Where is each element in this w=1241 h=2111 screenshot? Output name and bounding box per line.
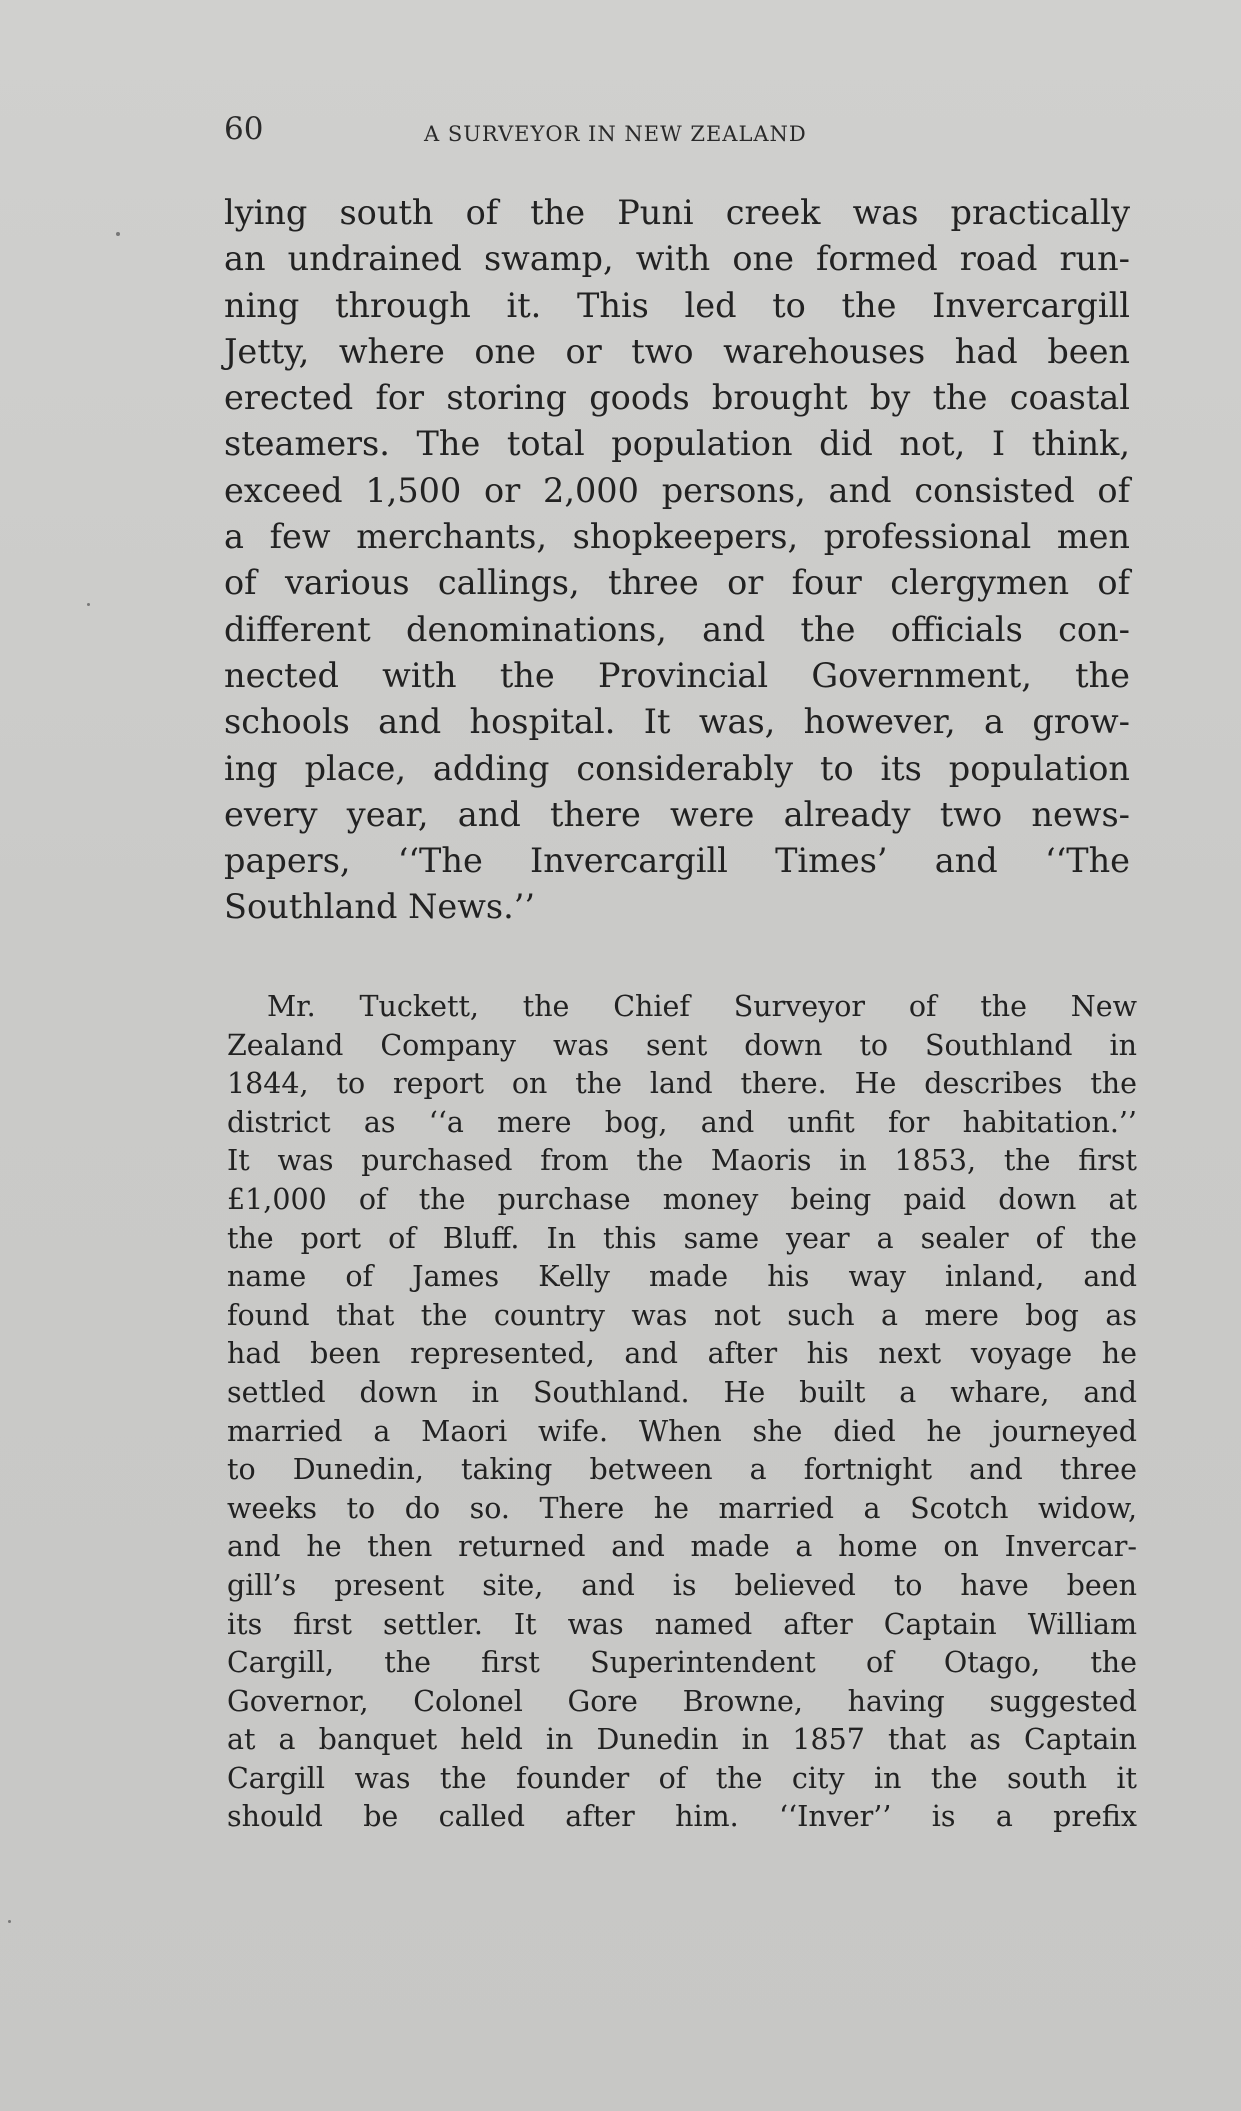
footnote-line: found that the country was not such a mere bog as [227, 1298, 1137, 1332]
footnote-line: settled down in Southland. He built a whare, and [227, 1375, 1137, 1409]
footnote-line: married a Maori wife. When she died he journeyed [227, 1414, 1137, 1448]
main-text-line: lying south of the Puni creek was practically [224, 193, 1130, 232]
footnote-line: It was purchased from the Maoris in 1853, the first [227, 1144, 1137, 1178]
main-text-line: steamers. The total population did not, I think, [224, 424, 1130, 464]
footnote-line: name of James Kelly made his way inland, and [227, 1260, 1137, 1294]
main-text-line: of various callings, three or four clergymen of [224, 563, 1130, 603]
footnote-line: weeks to do so. There he married a Scotch widow, [227, 1491, 1137, 1525]
main-text-line: erected for storing goods brought by the coastal [224, 378, 1130, 418]
main-text-line: exceed 1,500 or 2,000 persons, and consisted of [224, 470, 1130, 510]
footnote-line: Cargill was the founder of the city in the south it [227, 1761, 1137, 1795]
paper-speck [116, 232, 120, 236]
main-text-line: ing place, adding considerably to its population [224, 748, 1130, 788]
main-text-line: every year, and there were already two news- [224, 794, 1130, 834]
paper-speck [8, 1920, 11, 1923]
main-text-line: Southland News.’’ [224, 887, 536, 927]
footnote-line: 1844, to report on the land there. He describes the [227, 1067, 1137, 1101]
footnote-line: £1,000 of the purchase money being paid down at [227, 1182, 1137, 1216]
main-paragraph [224, 190, 1130, 931]
main-text-line: Jetty, where one or two warehouses had been [224, 331, 1130, 371]
main-text-line: a few merchants, shopkeepers, professional men [224, 517, 1130, 557]
footnote-line: Governor, Colonel Gore Browne, having suggested [227, 1684, 1137, 1718]
footnote-line: had been represented, and after his next voyage he [227, 1337, 1137, 1371]
main-text-line: papers, ‘‘The Invercargill Times’ and ‘‘The [224, 841, 1130, 881]
footnote-line: should be called after him. ‘‘Inver’’ is a prefix [227, 1800, 1137, 1834]
main-text-line: ning through it. This led to the Invercargill [224, 285, 1130, 325]
paper-speck [87, 603, 90, 606]
running-head: A SURVEYOR IN NEW ZEALAND [424, 122, 807, 146]
footnote-line: and he then returned and made a home on Invercar- [227, 1530, 1137, 1564]
page-number: 60 [224, 111, 264, 147]
page-header [224, 108, 1136, 152]
footnote-line: to Dunedin, taking between a fortnight and three [227, 1453, 1137, 1487]
footnote-line: at a banquet held in Dunedin in 1857 that as Captain [227, 1723, 1137, 1757]
footnote-line: Zealand Company was sent down to Southland in [227, 1028, 1137, 1062]
footnote-line: Mr. Tuckett, the Chief Surveyor of the New [267, 990, 1137, 1023]
main-text-line: nected with the Provincial Government, the [224, 655, 1130, 695]
footnote-line: gill’s present site, and is believed to have been [227, 1568, 1137, 1602]
footnote-paragraph [227, 988, 1137, 1837]
main-text-line: an undrained swamp, with one formed road run- [224, 239, 1130, 279]
main-text-line: different denominations, and the officials con- [224, 609, 1130, 649]
footnote-line: its first settler. It was named after Captain William [227, 1607, 1137, 1641]
footnote-line: the port of Bluff. In this same year a sealer of the [227, 1221, 1137, 1255]
footnote-line: district as ‘‘a mere bog, and unfit for habitation.’’ [227, 1105, 1137, 1139]
main-text-line: schools and hospital. It was, however, a grow- [224, 702, 1130, 742]
footnote-line: Cargill, the first Superintendent of Otago, the [227, 1646, 1137, 1680]
